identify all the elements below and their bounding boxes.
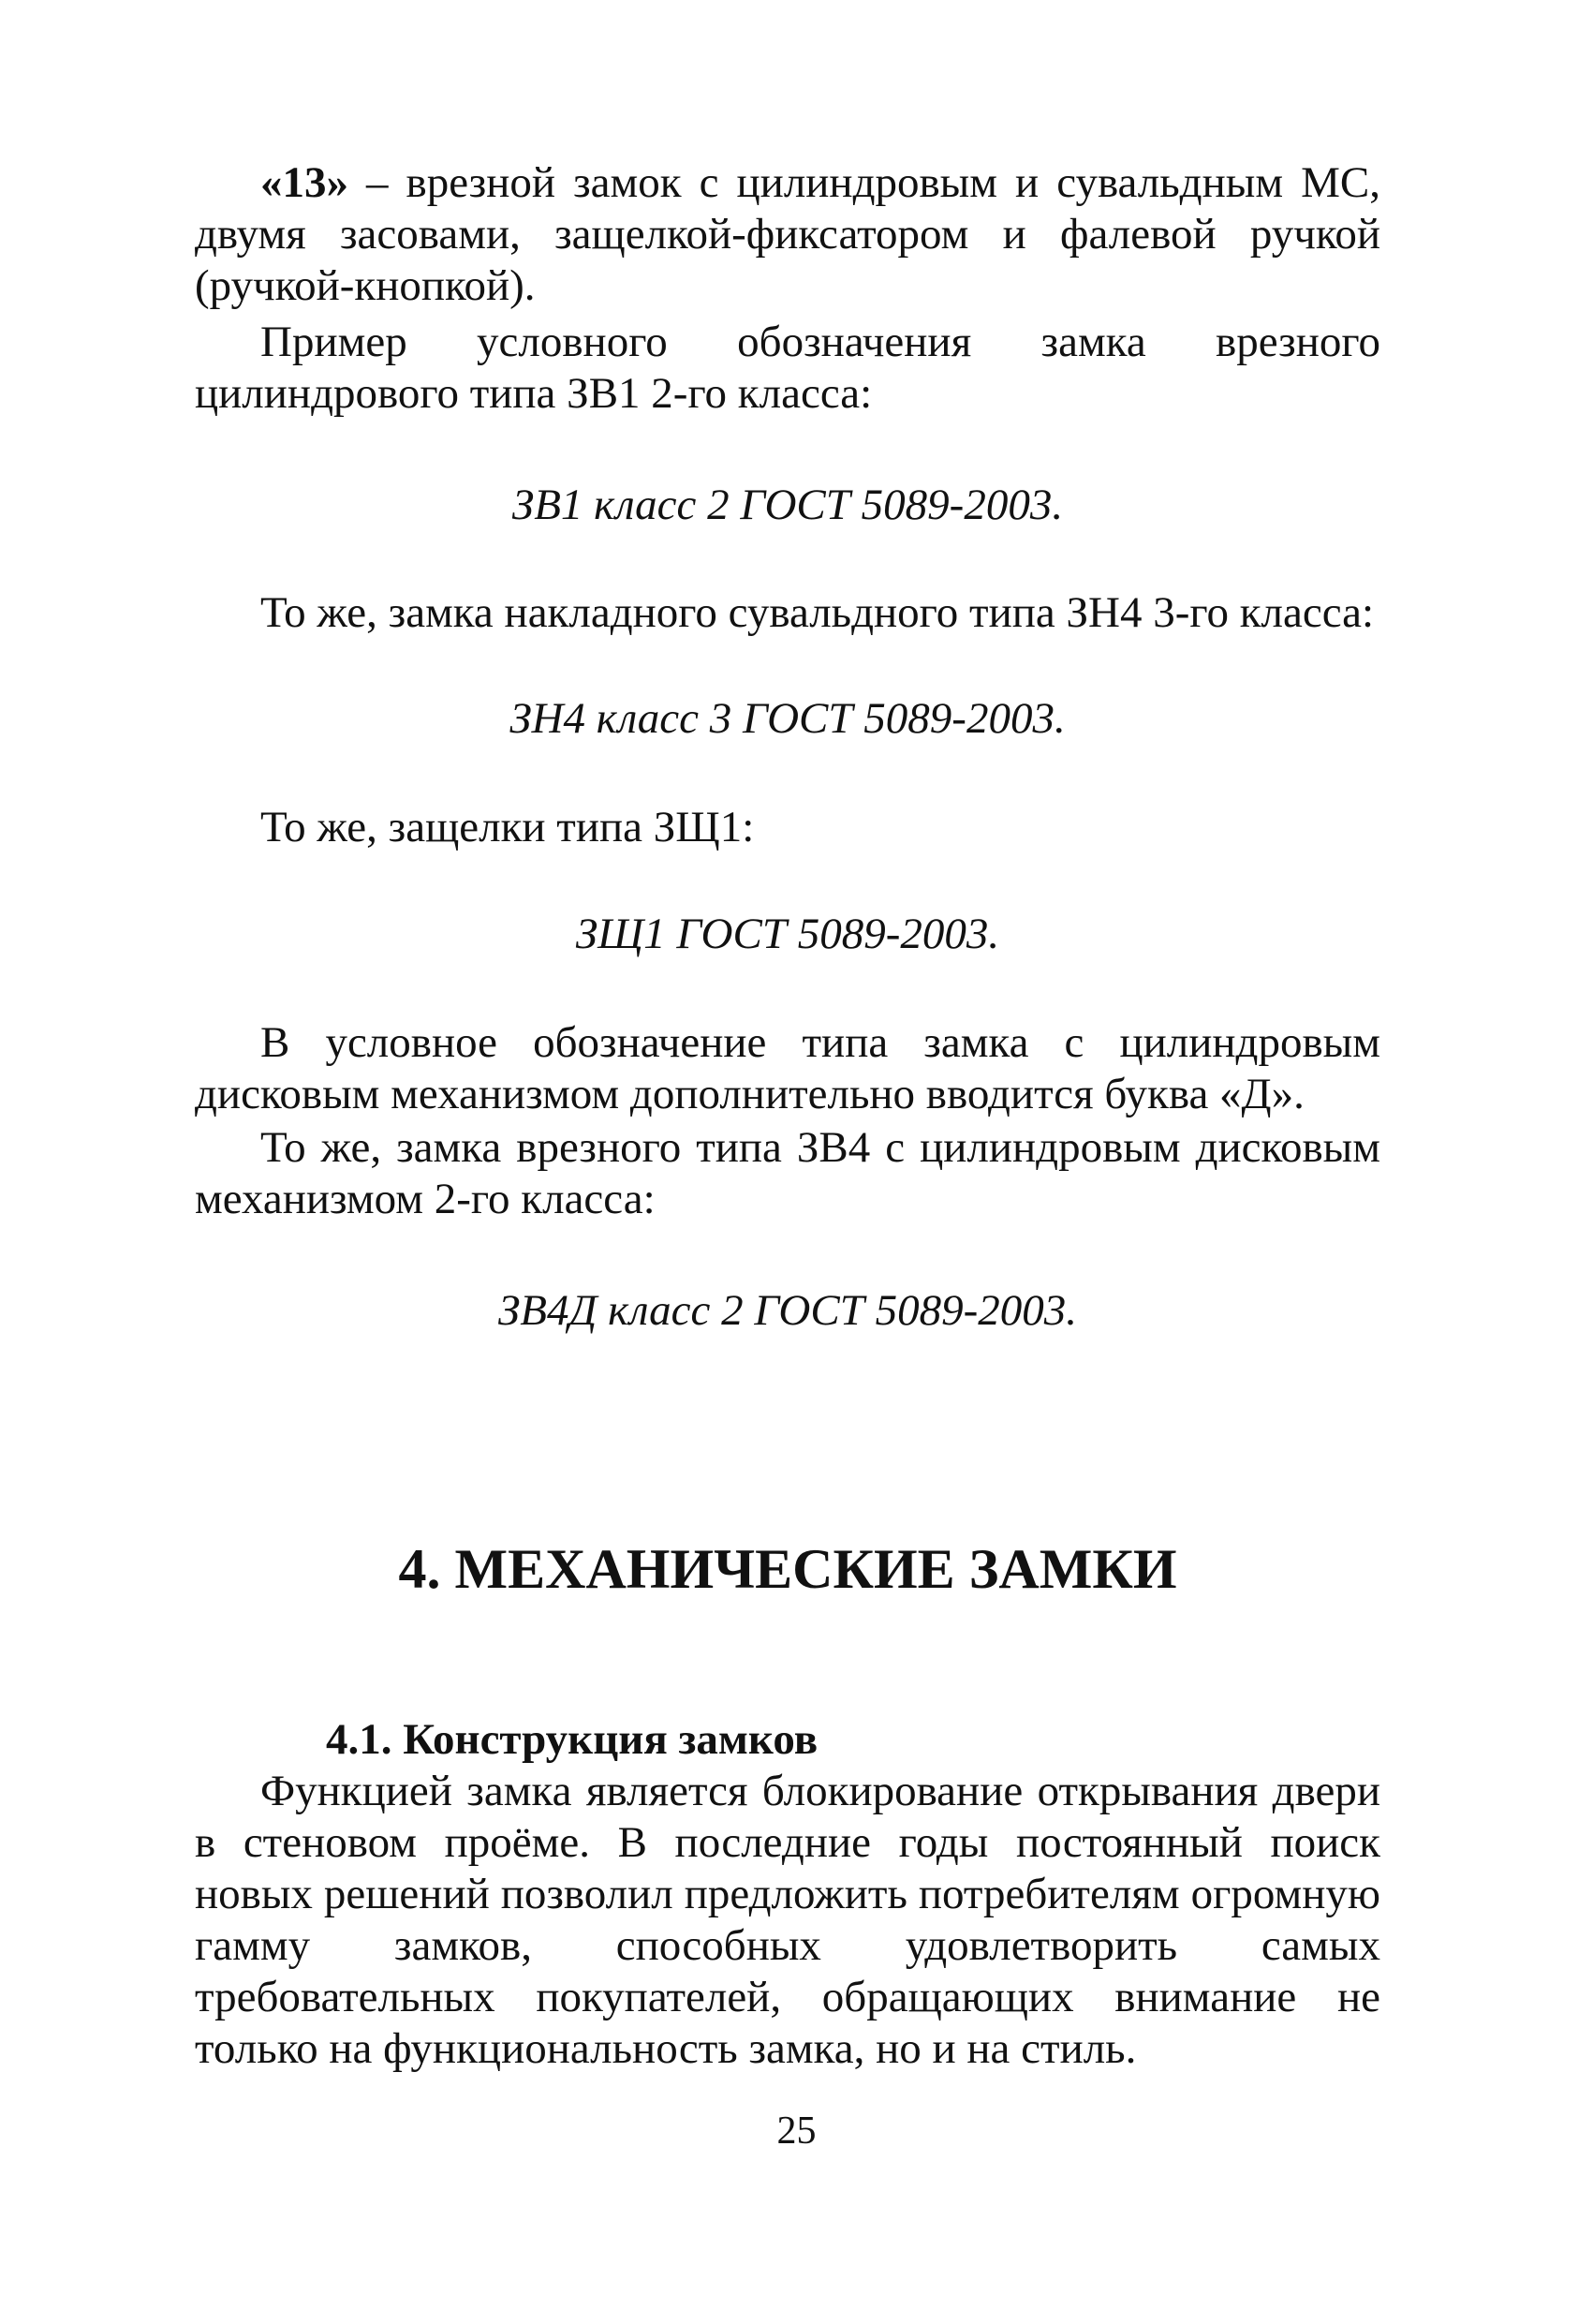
paragraph-latch: То же, защелки типа ЗЩ1: [260, 803, 755, 851]
example-designation-2: ЗН4 класс 3 ГОСТ 5089-2003. [509, 694, 1066, 743]
example-designation-3: ЗЩ1 ГОСТ 5089-2003. [575, 910, 1000, 958]
paragraph-text: – врезной замок с цилиндровым и сувальдным МС, двумя засовами, защелкой-фиксатором и фалевой ручкой (ручкой-кнопкой). [195, 158, 1380, 310]
example-designation-4: ЗВ4Д класс 2 ГОСТ 5089-2003. [497, 1286, 1078, 1335]
paragraph-mortise-disc: То же, замка врезного типа ЗВ4 с цилиндровым дисковым механизмом 2-го класса: [195, 1123, 1380, 1223]
paragraph-lock-function: Функцией замка является блокирование открывания двери в стеновом проёме. В последние годы постоянный поиск новых решений позволил предложить потребителям огромную гамму замков, способных удовлетворить самых требовательных покупателей, обращающих внимание не только на функциональность замка, но и на стиль. [195, 1767, 1380, 2073]
paragraph-overlay-lock: То же, замка накладного сувальдного типа ЗН4 3-го класса: [260, 588, 1375, 637]
page-number: 25 [776, 2109, 817, 2153]
subsection-heading: 4.1. Конструкция замков [326, 1715, 819, 1764]
paragraph-disc-mechanism: В условное обозначение типа замка с цилиндровым дисковым механизмом дополнительно вводится буква «Д». [195, 1018, 1380, 1118]
paragraph-lock-type-13 [195, 157, 1380, 312]
example-designation-1: ЗВ1 класс 2 ГОСТ 5089-2003. [511, 481, 1064, 529]
section-heading: 4. МЕХАНИЧЕСКИЕ ЗАМКИ [398, 1538, 1177, 1600]
lock-type-code: «13» [260, 158, 348, 207]
paragraph-designation-example: Пример условного обозначения замка врезного цилиндрового типа ЗВ1 2-го класса: [195, 318, 1380, 418]
